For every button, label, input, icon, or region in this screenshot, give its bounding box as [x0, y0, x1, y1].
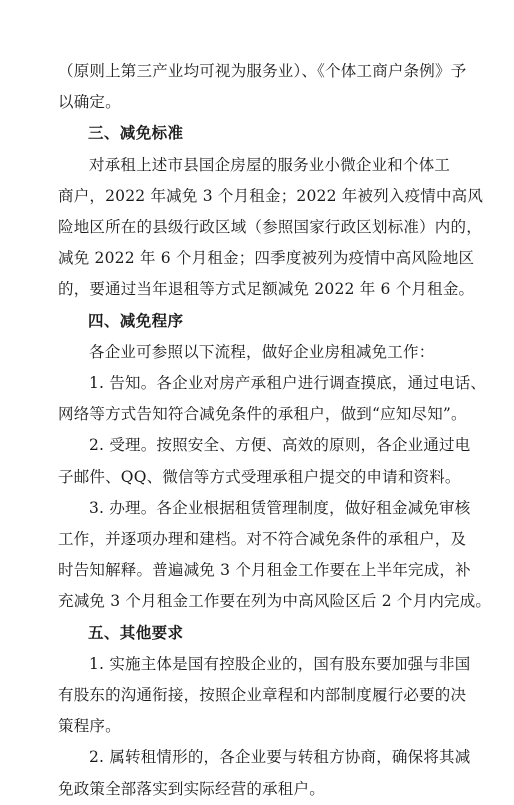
text-line: 充减免 3 个月租金工作要在列为中高风险区后 2 个月内完成。 — [58, 592, 492, 611]
paragraph-sublease — [58, 742, 474, 804]
text-line: （原则上第三产业均可视为服务业）、《个体工商户条例》予 — [58, 62, 467, 80]
text-line: 商户，2022 年减免 3 个月租金；2022 年被列入疫情中高风 — [58, 186, 484, 205]
text-line: 各企业可参照以下流程，做好企业房租减免工作： — [89, 342, 435, 361]
text-line: 1. 实施主体是国有控股企业的，国有股东要加强与非国 — [89, 654, 471, 673]
text-line: 险地区所在的县级行政区域（参照国家行政区划标准）内的， — [58, 218, 482, 237]
paragraph-implementing-entity — [58, 649, 474, 743]
section-heading-reduction-procedure: 四、减免程序 — [88, 311, 184, 330]
section-heading-reduction-standard: 三、减免标准 — [88, 124, 184, 143]
text-line: 3. 办理。各企业根据租赁管理制度，做好租金减免审核 — [89, 498, 471, 517]
text-line: 子邮件、QQ、微信等方式受理承租户提交的申请和资料。 — [58, 467, 461, 486]
intro-paragraph — [58, 56, 474, 118]
text-line: 2. 受理。按照安全、方便、高效的原则，各企业通过电 — [89, 436, 471, 455]
text-line: 工作，并逐项办理和建档。对不符合减免条件的承租户，及 — [58, 530, 467, 549]
text-line: 网络等方式告知符合减免条件的承租户，做到“应知尽知”。 — [58, 405, 467, 424]
text-line: 对承租上述市县国企房屋的服务业小微企业和个体工 — [89, 155, 451, 174]
paragraph-notify — [58, 368, 487, 430]
text-line: 有股东的沟通衔接，按照企业章程和内部制度履行必要的决 — [58, 686, 467, 705]
text-line: 减免 2022 年 6 个月租金；四季度被列为疫情中高风险地区 — [58, 249, 475, 268]
paragraph — [58, 337, 474, 368]
paragraph — [58, 150, 484, 306]
text-line: 的，要通过当年退租等方式足额减免 2022 年 6 个月租金。 — [58, 280, 475, 299]
text-line: 免政策全部落实到实际经营的承租户。 — [58, 779, 325, 798]
paragraph-accept — [58, 430, 474, 492]
text-line: 策程序。 — [58, 717, 121, 736]
text-line: 1. 告知。各企业对房产承租户进行调查摸底，通过电话、 — [89, 374, 487, 393]
text-line: 2. 属转租情形的，各企业要与转租方协商，确保将其减 — [89, 748, 471, 767]
text-line: 时告知解释。普遍减免 3 个月租金工作要在上半年完成，补 — [58, 561, 471, 580]
section-heading-other-requirements: 五、其他要求 — [88, 623, 184, 642]
paragraph-process — [58, 493, 492, 618]
text-line: 以确定。 — [58, 93, 121, 112]
